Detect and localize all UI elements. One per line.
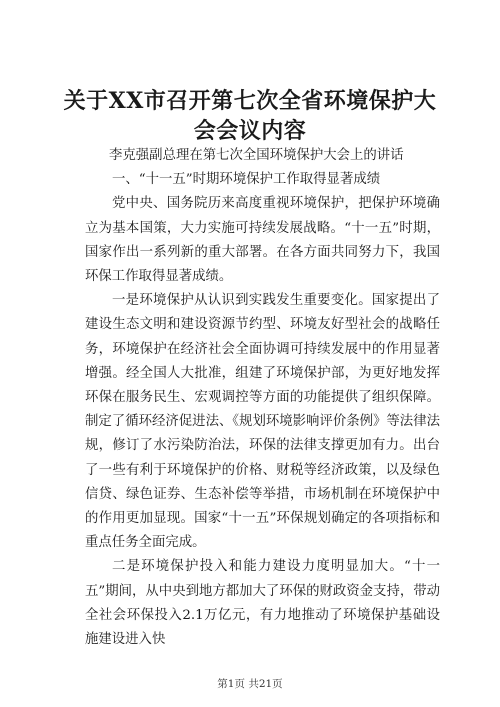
paragraph-intro: 党中央、国务院历来高度重视环境保护，把保护环境确立为基本国策，大力实施可持续发展战略。“十一五”时期，国家作出一系列新的重大部署。在各方面共同努力下，我国环保工作取得显著成绩。 bbox=[85, 196, 440, 285]
document-body bbox=[85, 144, 440, 652]
paragraph-point-two: 二是环境保护投入和能力建设力度明显加大。“十一五”期间，从中央到地方都加大了环保的财政资金支持，带动全社会环保投入2.1万亿元，有力地推动了环境保护基础设施建设进入快 bbox=[85, 559, 440, 648]
paragraph-section-heading: 一、“十一五”时期环境保护工作取得显著成绩 bbox=[112, 172, 381, 188]
paragraph-point-one: 一是环境保护从认识到实践发生重要变化。国家提出了建设生态文明和建设资源节约型、环境友好型社会的战略任务，环境保护在经济社会全面协调可持续发展中的作用显著增强。经全国人大批准，组建了环境保护部，为更好地发挥环保在服务民生、宏观调控等方面的功能提供了组织保障。制定了循环经济促进法、《规划环境影响评价条例》等法律法规，修订了水污染防治法，环保的法律支撑更加有力。出台了一些有利于环境保护的价格、财税等经济政策，以及绿色信贷、绿色证券、生态补偿等举措，市场机制在环境保护中的作用更加显现。国家“十一五”环保规划确定的各项指标和重点任务全面完成。 bbox=[85, 293, 440, 551]
document-title: 关于XX市召开第七次全省环境保护大会会议内容 bbox=[63, 88, 437, 144]
document-subtitle: 李克强副总理在第七次全国环境保护大会上的讲话 bbox=[109, 148, 404, 163]
page-number-footer: 第1页 共21页 bbox=[217, 678, 283, 690]
